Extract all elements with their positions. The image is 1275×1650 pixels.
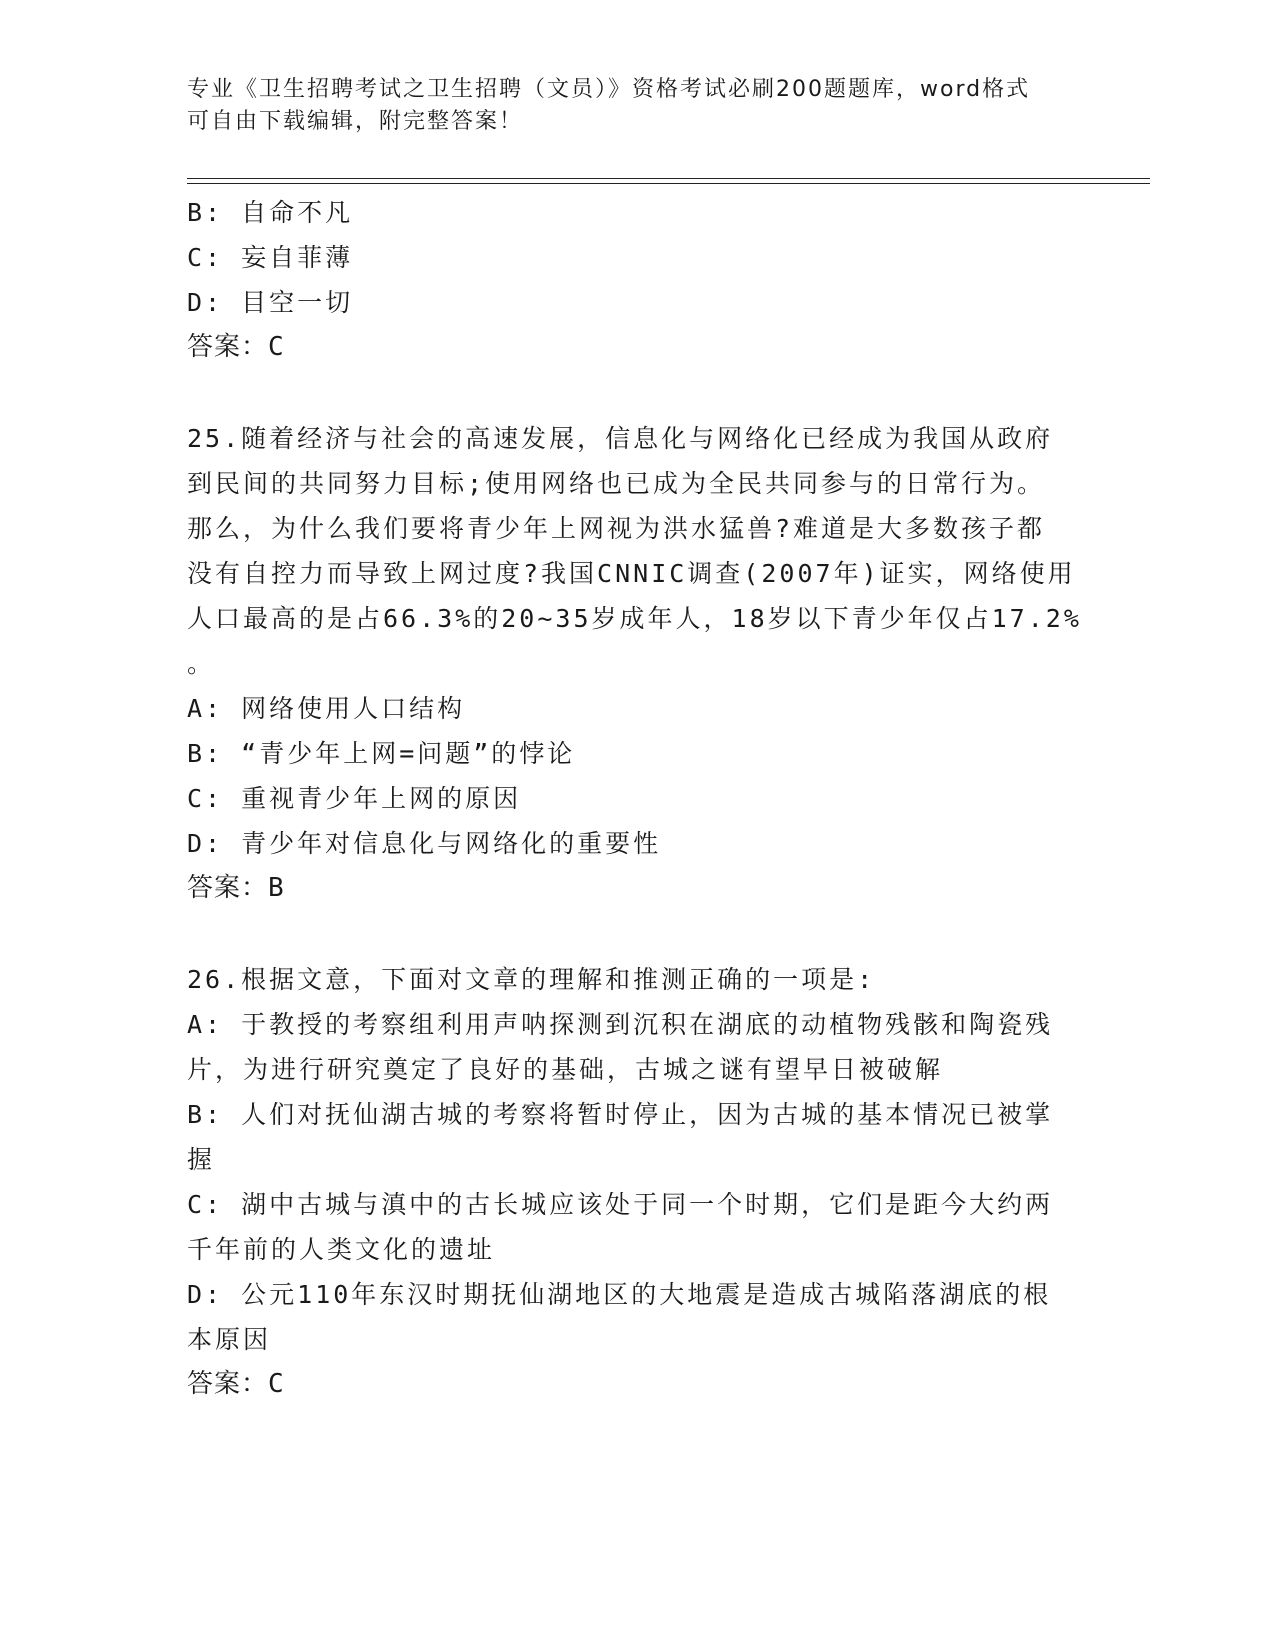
- option-d-cont: 本原因: [187, 1325, 272, 1354]
- question-text-line: 25.随着经济与社会的高速发展，信息化与网络化已经成为我国从政府: [187, 424, 1054, 453]
- header-line-2: 可自由下载编辑，附完整答案！: [187, 109, 524, 134]
- option-a: A: 网络使用人口结构: [187, 694, 466, 723]
- question-26: [187, 957, 1087, 1407]
- question-text-line: 到民间的共同努力目标;使用网络也已成为全民共同参与的日常行为。: [187, 469, 1046, 498]
- question-text-line: 没有自控力而导致上网过度?我国CNNIC调查(2007年)证实，网络使用: [187, 559, 1076, 588]
- header-divider-bottom: [187, 183, 1150, 184]
- option-d: D: 公元110年东汉时期抚仙湖地区的大地震是造成古城陷落湖底的根: [187, 1280, 1052, 1309]
- option-b: B: 自命不凡: [187, 198, 354, 227]
- question-text-line: 人口最高的是占66.3%的20~35岁成年人，18岁以下青少年仅占17.2%: [187, 604, 1082, 633]
- option-c: C: 重视青少年上网的原因: [187, 784, 522, 813]
- question-24: [187, 190, 1087, 370]
- header-line-1: 专业《卫生招聘考试之卫生招聘（文员）》资格考试必刷200题题库，word格式: [187, 77, 1031, 102]
- answer-label: 答案：: [187, 332, 269, 362]
- option-c: C: 湖中古城与滇中的古长城应该处于同一个时期，它们是距今大约两: [187, 1190, 1054, 1219]
- option-d: D: 目空一切: [187, 288, 354, 317]
- option-b: B: “青少年上网=问题”的悖论: [187, 739, 576, 768]
- answer-value: C: [268, 332, 285, 362]
- option-d: D: 青少年对信息化与网络化的重要性: [187, 829, 662, 858]
- answer-label: 答案：: [187, 873, 269, 903]
- header-divider-top: [187, 178, 1150, 179]
- answer-label: 答案：: [187, 1369, 269, 1399]
- option-a: A: 于教授的考察组利用声呐探测到沉积在湖底的动植物残骸和陶瓷残: [187, 1010, 1054, 1039]
- question-text-line: 那么，为什么我们要将青少年上网视为洪水猛兽?难道是大多数孩子都: [187, 514, 1046, 543]
- answer-line: [187, 325, 1087, 370]
- option-c-cont: 千年前的人类文化的遗址: [187, 1235, 496, 1264]
- answer-line: [187, 1362, 1087, 1407]
- document-header: [187, 74, 1087, 138]
- answer-value: C: [268, 1369, 285, 1399]
- option-b-cont: 握: [187, 1145, 216, 1174]
- question-25: [187, 416, 1087, 911]
- question-text-line: 。: [187, 649, 216, 678]
- option-c: C: 妄自菲薄: [187, 243, 354, 272]
- answer-value: B: [268, 873, 285, 903]
- option-b: B: 人们对抚仙湖古城的考察将暂时停止，因为古城的基本情况已被掌: [187, 1100, 1054, 1129]
- question-text-line: 26.根据文意，下面对文章的理解和推测正确的一项是:: [187, 965, 876, 994]
- answer-line: [187, 866, 1087, 911]
- option-a-cont: 片，为进行研究奠定了良好的基础，古城之谜有望早日被破解: [187, 1055, 944, 1084]
- document-body: [187, 190, 1087, 1407]
